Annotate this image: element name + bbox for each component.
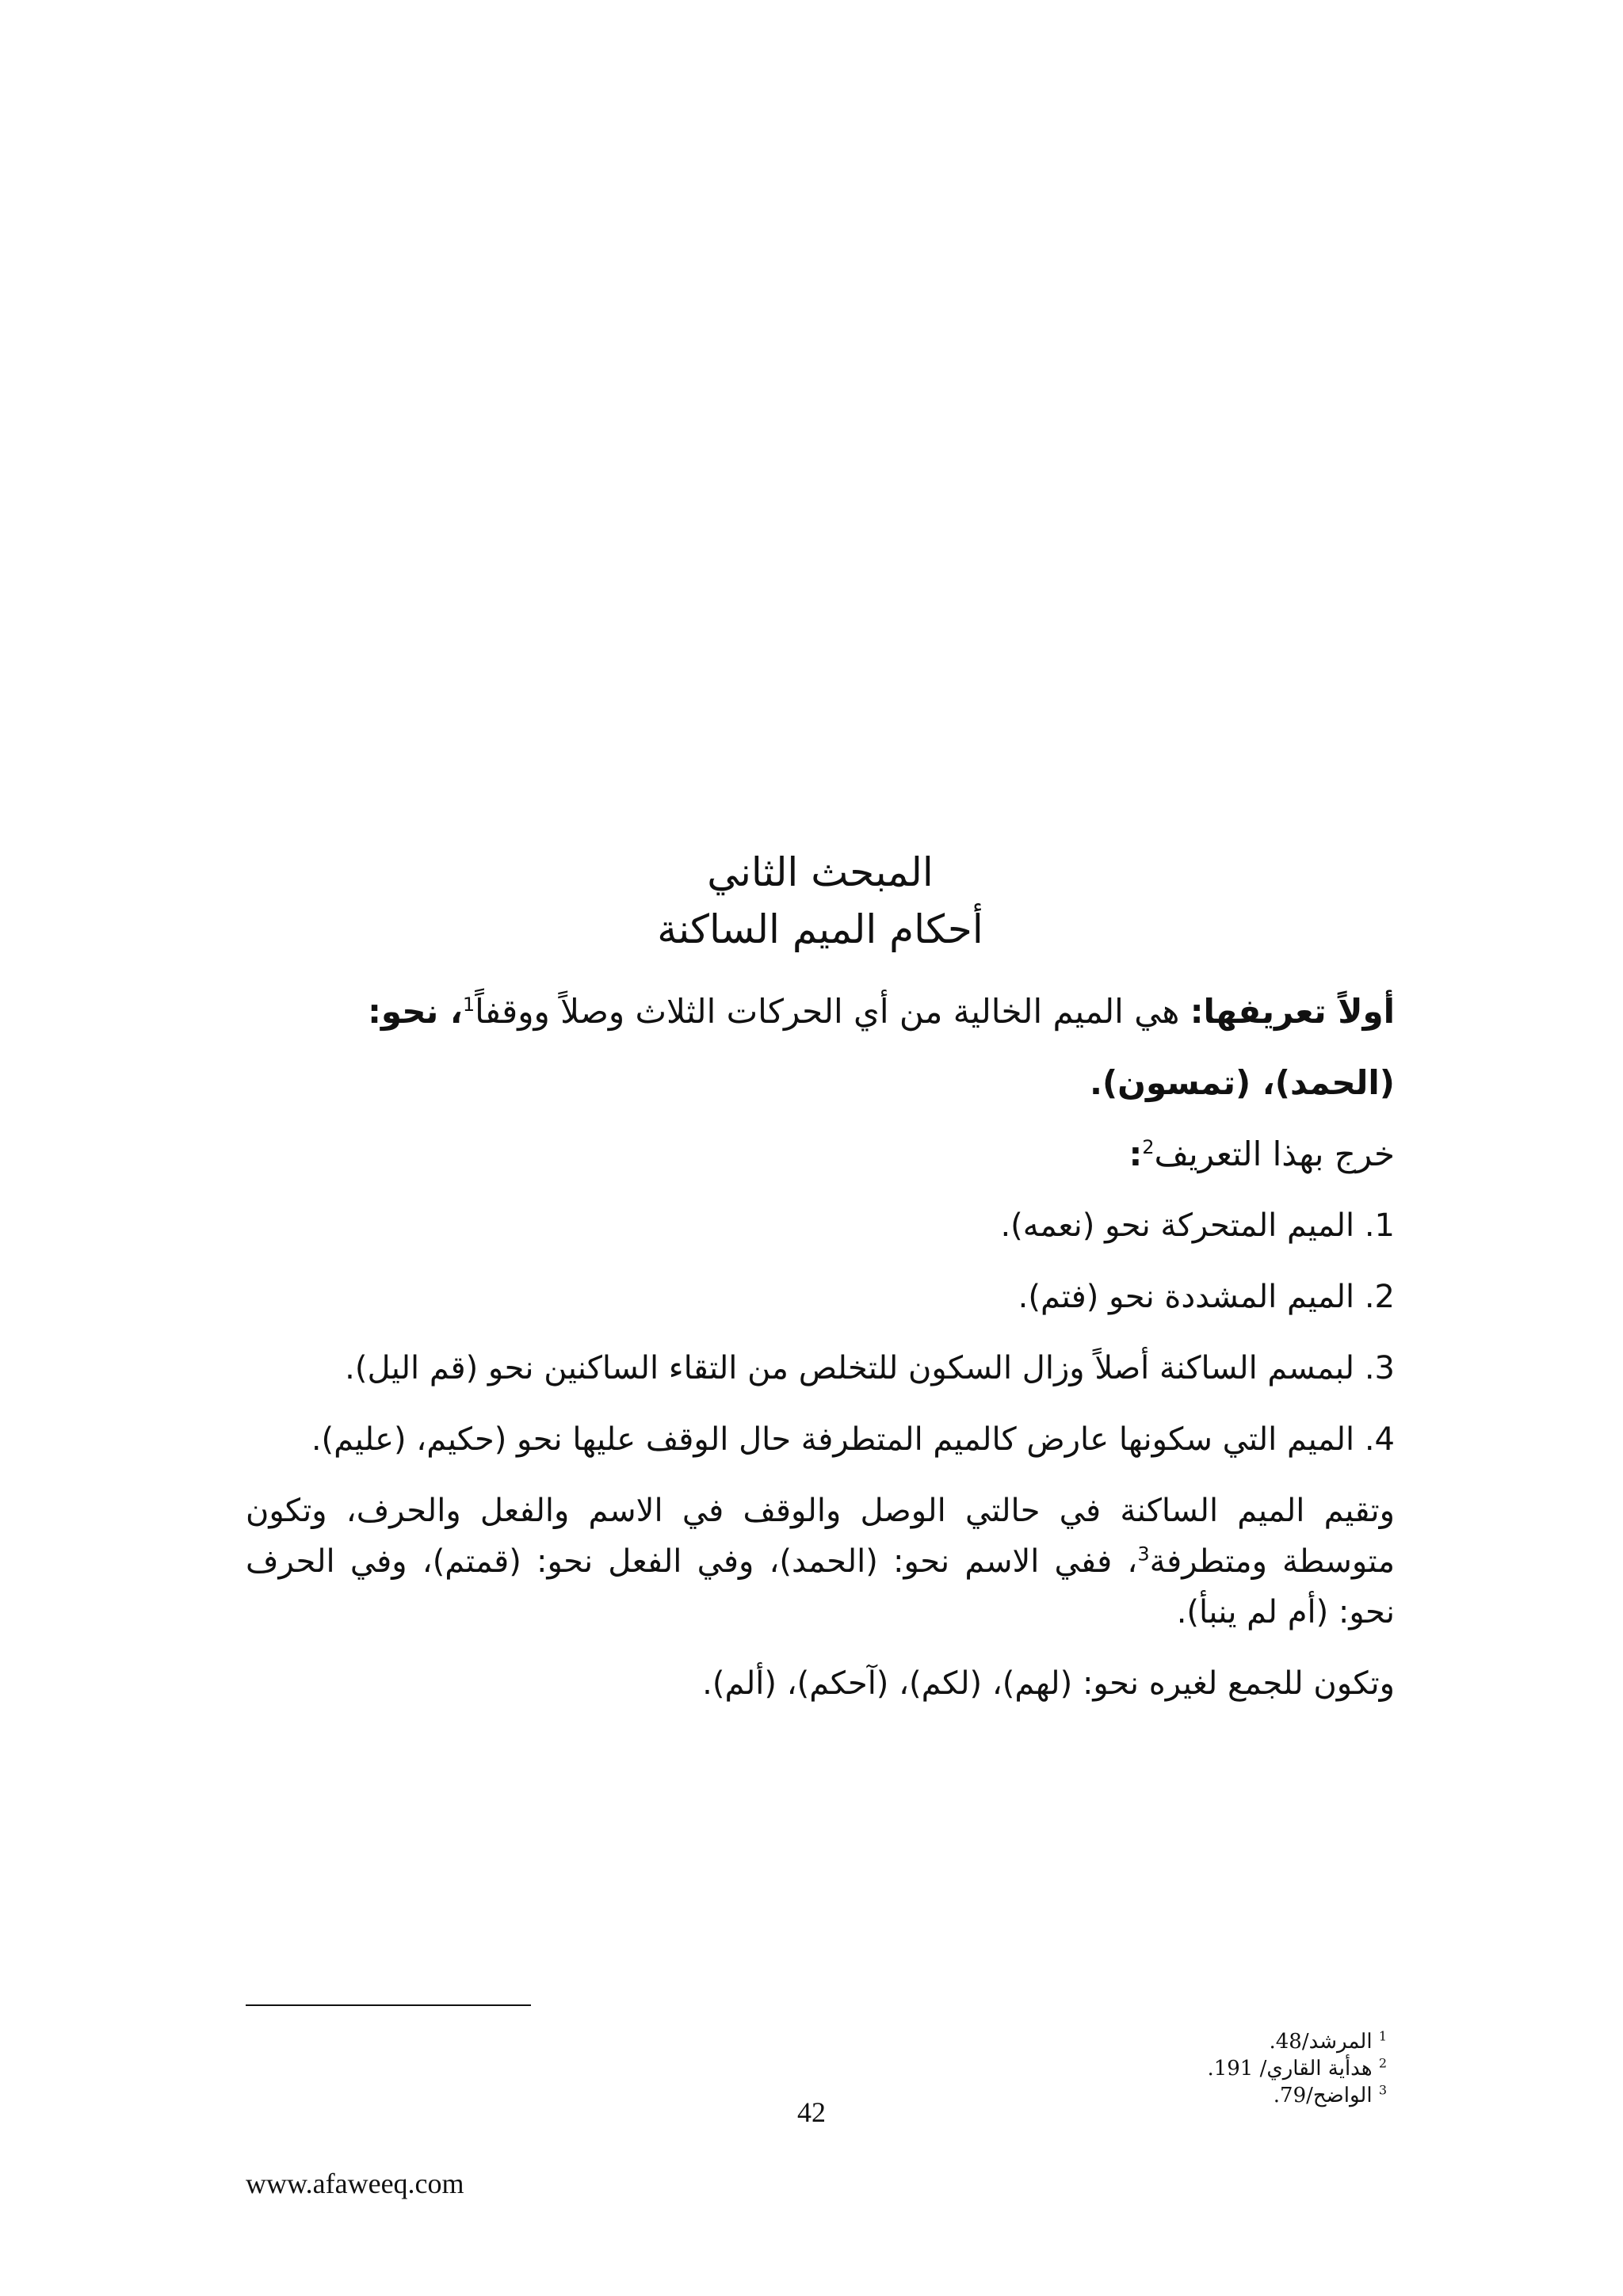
website-url[interactable]: www.afaweeq.com: [246, 2168, 464, 2199]
definition-paragraph: [246, 986, 1395, 1037]
section-title: المبحث الثاني: [707, 849, 934, 895]
page-number: 42: [797, 2096, 826, 2128]
definition-text: هي الميم الخالية من أي الحركات الثلاث وصلاً ووقفاً: [475, 992, 1190, 1031]
list-item: 2. الميم المشددة نحو (فتم).: [1018, 1279, 1395, 1315]
chapter-heading: [246, 844, 1395, 958]
exclusion-tail: :: [1128, 1135, 1143, 1173]
list-item: 1. الميم المتحركة نحو (نعمه).: [1000, 1207, 1395, 1244]
footnote-text: هدأية القاري/ 191.: [1207, 2057, 1373, 2081]
footnote-ref-1: 1: [462, 994, 475, 1016]
placement-text-after: ، ففي الاسم نحو: (الحمد)، وفي الفعل نحو: (قمتم)، وفي الحرف نحو: (أم لم ينبأ).: [246, 1543, 1395, 1630]
exclusion-line: [246, 1129, 1395, 1180]
footnote-divider: [246, 2004, 531, 2006]
definition-lead: أولاً تعريفها:: [1190, 992, 1395, 1031]
examples-line: (الحمد)، (تمسون).: [1089, 1063, 1395, 1102]
footnote-ref-2: 2: [1142, 1136, 1155, 1158]
list-item: 3. لبمسم الساكنة أصلاً وزال السكون للتخلص من التقاء الساكنين نحو (قم اليل).: [345, 1350, 1395, 1386]
placement-paragraph: [246, 1486, 1395, 1638]
exclusion-text: خرج بهذا التعريف: [1154, 1135, 1395, 1173]
footnote-number: 3: [1378, 2082, 1387, 2098]
footnote-number: 1: [1378, 2028, 1387, 2044]
placement-text-before: وتقيم الميم الساكنة في حالتي الوصل والوقف في الاسم والفعل والحرف، وتكون متوسطة ومتطرفة: [246, 1493, 1395, 1580]
footnote-text: الواضح/79.: [1273, 2084, 1373, 2107]
body-text: [246, 986, 1395, 1730]
list-item: 4. الميم التي سكونها عارض كالميم المتطرفة حال الوقف عليها نحو (حكيم، (عليم).: [311, 1421, 1395, 1458]
footnote: [792, 2055, 1387, 2082]
section-subtitle: أحكام الميم الساكنة: [657, 906, 983, 952]
plural-paragraph: وتكون للجمع لغيره نحو: (لهم)، (لكم)، (آحكم)، (ألم).: [702, 1665, 1395, 1702]
footnote-text: المرشد/48.: [1269, 2030, 1373, 2054]
footnote: [792, 2028, 1387, 2055]
definition-tail: ، نحو:: [368, 992, 463, 1031]
footnote-number: 2: [1378, 2055, 1387, 2071]
footnote-ref-3: 3: [1137, 1543, 1150, 1566]
